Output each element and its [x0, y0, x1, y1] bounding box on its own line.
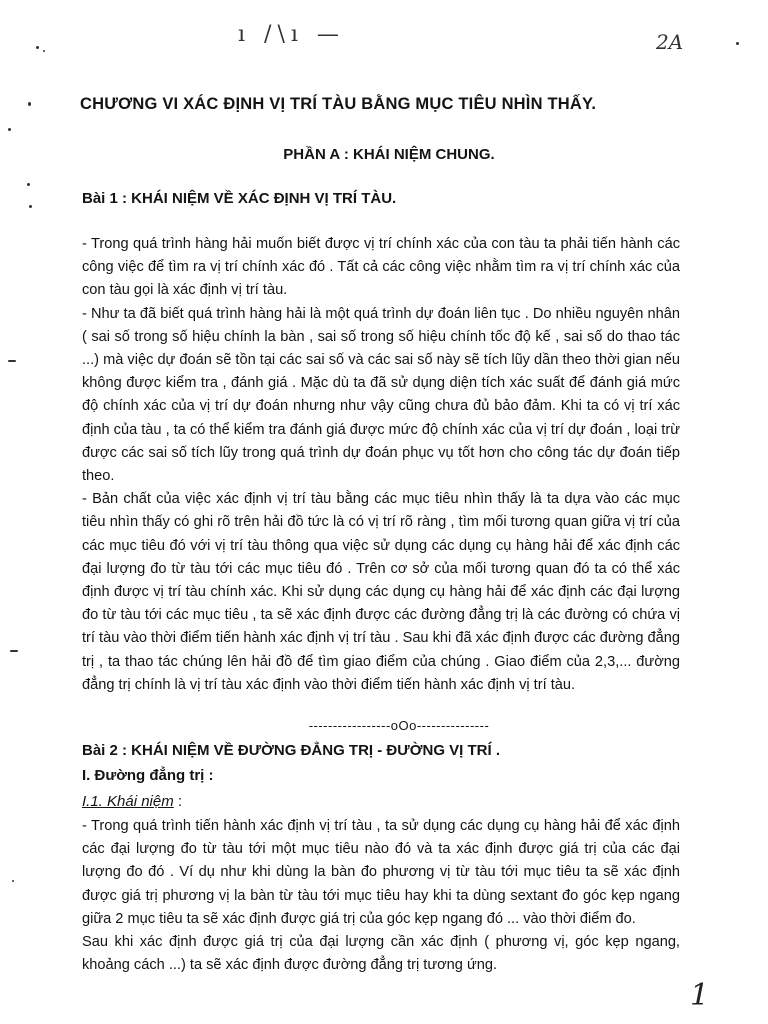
chapter-title: CHƯƠNG VI XÁC ĐỊNH VỊ TRÍ TÀU BẰNG MỤC TIÊU NHÌN THẤY.: [80, 95, 597, 113]
subsection-label: I.1. Khái niệm: [82, 793, 174, 810]
scan-speck: [43, 50, 45, 52]
scan-speck: [8, 360, 16, 362]
lesson-1-body: [82, 233, 680, 697]
paragraph: Sau khi xác định được giá trị của đại lượng cần xác định ( phương vị, góc kẹp ngang, khoảng cách ...) ta sẽ xác định được đường đẳng trị tương ứng.: [82, 934, 680, 974]
scan-speck: [10, 650, 18, 652]
lesson-2-body: [82, 815, 680, 977]
scan-speck: [29, 205, 32, 208]
handwritten-mark-top: ı /\ı —: [238, 22, 345, 47]
paragraph: - Trong quá trình hàng hải muốn biết được vị trí chính xác của con tàu ta phải tiến hành các công việc để tìm ra vị trí chính xác đó . Tất cả các công việc nhằm tìm ra vị trí chính xác của con tàu gọi là xác định vị trí tàu.: [82, 236, 680, 299]
paragraph: - Bản chất của việc xác định vị trí tàu bằng các mục tiêu nhìn thấy là ta dựa vào các mục tiêu nhìn thấy có ghi rõ trên hải đồ tức là có vị trí rõ ràng , tìm mối tương quan giữa vị trí của các mục tiêu đó với vị trí tàu thông qua việc sử dụng các dụng cụ hàng hải để xác định các đại lượng đo từ tàu tới các mục tiêu đó . Trên cơ sở của mối tương quan đó ta có thể xác định được vị trí tàu chính xác. Khi sử dụng các dụng cụ hàng hải để xác định các đại lượng đo từ tàu tới các mục tiêu , ta sẽ xác định được các đường đẳng trị là các đường có chứa vị trí tàu vào thời điểm tiến hành xác định vị trí tàu . Sau khi đã xác định được các đường đẳng trị , ta thao tác chúng lên hải đồ để tìm giao điểm của chúng . Giao điểm của 2,3,... đường đẳng trị chính là vị trí tàu xác định vào thời điểm tiến hành xác định vị trí tàu.: [82, 491, 680, 693]
lesson-1-title: Bài 1 : KHÁI NIỆM VỀ XÁC ĐỊNH VỊ TRÍ TÀU.: [82, 190, 397, 207]
page-number: 1: [690, 978, 710, 1013]
subsection-colon: :: [173, 793, 183, 810]
scan-speck: [8, 128, 11, 131]
handwritten-mark-corner: 2A: [656, 30, 684, 54]
section-divider: -----------------oOo---------------: [308, 718, 490, 733]
scan-speck: [28, 102, 31, 106]
scan-speck: [27, 183, 30, 186]
paragraph: - Trong quá trình tiến hành xác định vị trí tàu , ta sử dụng các dụng cụ hàng hải để xác định các đại lượng đo từ tàu tới một mục tiêu nào đó và ta xác định được giá trị của các đại lượng đo đó . Ví dụ như khi dùng la bàn đo phương vị từ tàu tới mục tiêu ta sẽ xác định được giá trị phương vị la bàn từ tàu tới mục tiêu hay khi ta dùng sextant đo góc kẹp ngang giữa 2 mục tiêu ta sẽ xác định được giá trị của góc kẹp ngang đó ... vào thời điểm đo.: [82, 818, 680, 927]
scan-speck: [736, 42, 739, 45]
lesson-2-title: Bài 2 : KHÁI NIỆM VỀ ĐƯỜNG ĐẲNG TRỊ - ĐƯỜNG VỊ TRÍ .: [82, 742, 501, 759]
part-title: PHẦN A : KHÁI NIỆM CHUNG.: [283, 146, 495, 163]
section-heading: I. Đường đẳng trị :: [82, 767, 214, 784]
subsection-heading: [82, 793, 182, 810]
scan-speck: [36, 46, 39, 49]
paragraph: - Như ta đã biết quá trình hàng hải là một quá trình dự đoán liên tục . Do nhiều nguyên nhân ( sai số trong số hiệu chính la bàn , sai số trong số hiệu chính tốc độ kế , sai số do thao tác ...) mà việc dự đoán sẽ tồn tại các sai số và các sai số này sẽ tích lũy dần theo thời gian nếu không được kiểm tra , đánh giá . Mặc dù ta đã sử dụng diện tích xác suất để đánh giá mức độ chính xác của vị trí dự đoán nhưng như vậy cũng chưa đủ bảo đảm. Khi ta có vị trí xác định của tàu , ta có thể kiểm tra đánh giá được mức độ chính xác của vị trí dự đoán , loại trừ được các sai số tích lũy trong quá trình dự đoán phục vụ tốt hơn cho công tác dự đoán tiếp theo.: [82, 305, 680, 485]
scan-speck: [12, 880, 14, 882]
